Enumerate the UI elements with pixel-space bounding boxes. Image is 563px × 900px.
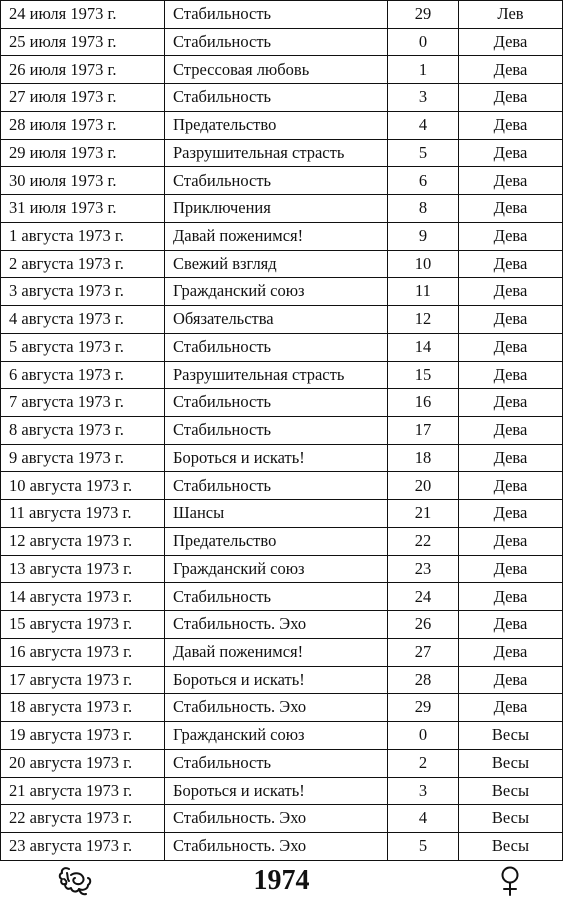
theme-cell: Стабильность bbox=[165, 389, 388, 417]
date-cell: 21 августа 1973 г. bbox=[1, 777, 165, 805]
sign-cell: Дева bbox=[459, 444, 563, 472]
day-cell: 8 bbox=[388, 195, 459, 223]
theme-cell: Разрушительная страсть bbox=[165, 139, 388, 167]
table-row bbox=[1, 306, 563, 334]
day-cell: 5 bbox=[388, 139, 459, 167]
date-cell: 27 июля 1973 г. bbox=[1, 84, 165, 112]
day-cell: 2 bbox=[388, 749, 459, 777]
table-row bbox=[1, 278, 563, 306]
sign-cell: Дева bbox=[459, 250, 563, 278]
sign-cell: Дева bbox=[459, 28, 563, 56]
table-row bbox=[1, 749, 563, 777]
table-row bbox=[1, 139, 563, 167]
sign-cell: Дева bbox=[459, 222, 563, 250]
table-row bbox=[1, 28, 563, 56]
page-footer bbox=[0, 861, 563, 900]
table-row bbox=[1, 555, 563, 583]
date-cell: 8 августа 1973 г. bbox=[1, 417, 165, 445]
table-row bbox=[1, 389, 563, 417]
theme-cell: Давай поженимся! bbox=[165, 222, 388, 250]
theme-cell: Стабильность. Эхо bbox=[165, 611, 388, 639]
theme-cell: Приключения bbox=[165, 195, 388, 223]
sign-cell: Дева bbox=[459, 555, 563, 583]
theme-cell: Стабильность bbox=[165, 417, 388, 445]
day-cell: 14 bbox=[388, 333, 459, 361]
sign-cell: Весы bbox=[459, 805, 563, 833]
table-row bbox=[1, 527, 563, 555]
table-row bbox=[1, 56, 563, 84]
sign-cell: Дева bbox=[459, 167, 563, 195]
theme-cell: Стабильность bbox=[165, 167, 388, 195]
day-cell: 0 bbox=[388, 28, 459, 56]
table-row bbox=[1, 611, 563, 639]
sign-cell: Дева bbox=[459, 417, 563, 445]
table-row bbox=[1, 638, 563, 666]
day-cell: 11 bbox=[388, 278, 459, 306]
day-cell: 4 bbox=[388, 805, 459, 833]
table-row bbox=[1, 694, 563, 722]
theme-cell: Стабильность. Эхо bbox=[165, 694, 388, 722]
day-cell: 22 bbox=[388, 527, 459, 555]
table-row bbox=[1, 583, 563, 611]
day-cell: 29 bbox=[388, 1, 459, 29]
date-cell: 2 августа 1973 г. bbox=[1, 250, 165, 278]
date-cell: 25 июля 1973 г. bbox=[1, 28, 165, 56]
theme-cell: Стабильность bbox=[165, 749, 388, 777]
day-cell: 21 bbox=[388, 500, 459, 528]
date-cell: 15 августа 1973 г. bbox=[1, 611, 165, 639]
sign-cell: Дева bbox=[459, 694, 563, 722]
table-row bbox=[1, 250, 563, 278]
day-cell: 24 bbox=[388, 583, 459, 611]
sign-cell: Дева bbox=[459, 638, 563, 666]
sign-cell: Дева bbox=[459, 389, 563, 417]
date-cell: 29 июля 1973 г. bbox=[1, 139, 165, 167]
sign-cell: Дева bbox=[459, 195, 563, 223]
table-row bbox=[1, 361, 563, 389]
sign-cell: Дева bbox=[459, 472, 563, 500]
table-row bbox=[1, 472, 563, 500]
date-cell: 14 августа 1973 г. bbox=[1, 583, 165, 611]
table-row bbox=[1, 84, 563, 112]
theme-cell: Бороться и искать! bbox=[165, 444, 388, 472]
date-cell: 18 августа 1973 г. bbox=[1, 694, 165, 722]
sign-cell: Лев bbox=[459, 1, 563, 29]
table-row bbox=[1, 722, 563, 750]
day-cell: 3 bbox=[388, 84, 459, 112]
sign-cell: Дева bbox=[459, 139, 563, 167]
day-cell: 1 bbox=[388, 56, 459, 84]
table-row bbox=[1, 666, 563, 694]
sign-cell: Дева bbox=[459, 500, 563, 528]
day-cell: 9 bbox=[388, 222, 459, 250]
theme-cell: Стрессовая любовь bbox=[165, 56, 388, 84]
sign-cell: Дева bbox=[459, 583, 563, 611]
day-cell: 16 bbox=[388, 389, 459, 417]
theme-cell: Бороться и искать! bbox=[165, 777, 388, 805]
date-cell: 13 августа 1973 г. bbox=[1, 555, 165, 583]
sign-cell: Весы bbox=[459, 722, 563, 750]
sign-cell: Весы bbox=[459, 833, 563, 861]
day-cell: 29 bbox=[388, 694, 459, 722]
table-row bbox=[1, 417, 563, 445]
theme-cell: Стабильность bbox=[165, 472, 388, 500]
date-cell: 9 августа 1973 г. bbox=[1, 444, 165, 472]
day-cell: 10 bbox=[388, 250, 459, 278]
sign-cell: Дева bbox=[459, 333, 563, 361]
date-cell: 16 августа 1973 г. bbox=[1, 638, 165, 666]
sign-cell: Дева bbox=[459, 361, 563, 389]
table-row bbox=[1, 833, 563, 861]
sign-cell: Весы bbox=[459, 749, 563, 777]
theme-cell: Шансы bbox=[165, 500, 388, 528]
theme-cell: Стабильность bbox=[165, 333, 388, 361]
date-cell: 23 августа 1973 г. bbox=[1, 833, 165, 861]
table-row bbox=[1, 167, 563, 195]
sign-cell: Дева bbox=[459, 84, 563, 112]
date-cell: 5 августа 1973 г. bbox=[1, 333, 165, 361]
year-label: 1974 bbox=[253, 865, 310, 896]
sign-cell: Дева bbox=[459, 111, 563, 139]
theme-cell: Обязательства bbox=[165, 306, 388, 334]
date-cell: 4 августа 1973 г. bbox=[1, 306, 165, 334]
sign-cell: Весы bbox=[459, 777, 563, 805]
table-body bbox=[1, 1, 563, 861]
day-cell: 6 bbox=[388, 167, 459, 195]
sign-cell: Дева bbox=[459, 611, 563, 639]
theme-cell: Предательство bbox=[165, 111, 388, 139]
date-cell: 1 августа 1973 г. bbox=[1, 222, 165, 250]
day-cell: 17 bbox=[388, 417, 459, 445]
theme-cell: Стабильность. Эхо bbox=[165, 833, 388, 861]
date-cell: 31 июля 1973 г. bbox=[1, 195, 165, 223]
date-cell: 30 июля 1973 г. bbox=[1, 167, 165, 195]
date-cell: 3 августа 1973 г. bbox=[1, 278, 165, 306]
theme-cell: Гражданский союз bbox=[165, 278, 388, 306]
theme-cell: Давай поженимся! bbox=[165, 638, 388, 666]
table-row bbox=[1, 111, 563, 139]
day-cell: 20 bbox=[388, 472, 459, 500]
sign-cell: Дева bbox=[459, 278, 563, 306]
sign-cell: Дева bbox=[459, 56, 563, 84]
date-cell: 6 августа 1973 г. bbox=[1, 361, 165, 389]
table-row bbox=[1, 444, 563, 472]
day-cell: 18 bbox=[388, 444, 459, 472]
date-cell: 26 июля 1973 г. bbox=[1, 56, 165, 84]
venus-icon bbox=[498, 865, 522, 897]
day-cell: 4 bbox=[388, 111, 459, 139]
theme-cell: Гражданский союз bbox=[165, 722, 388, 750]
date-cell: 17 августа 1973 г. bbox=[1, 666, 165, 694]
table-row bbox=[1, 777, 563, 805]
theme-cell: Свежий взгляд bbox=[165, 250, 388, 278]
theme-cell: Стабильность. Эхо bbox=[165, 805, 388, 833]
table-row bbox=[1, 222, 563, 250]
table-row bbox=[1, 805, 563, 833]
day-cell: 23 bbox=[388, 555, 459, 583]
day-cell: 12 bbox=[388, 306, 459, 334]
sign-cell: Дева bbox=[459, 666, 563, 694]
theme-cell: Стабильность bbox=[165, 1, 388, 29]
date-cell: 10 августа 1973 г. bbox=[1, 472, 165, 500]
theme-cell: Гражданский союз bbox=[165, 555, 388, 583]
theme-cell: Предательство bbox=[165, 527, 388, 555]
theme-cell: Разрушительная страсть bbox=[165, 361, 388, 389]
theme-cell: Стабильность bbox=[165, 84, 388, 112]
date-cell: 12 августа 1973 г. bbox=[1, 527, 165, 555]
date-cell: 24 июля 1973 г. bbox=[1, 1, 165, 29]
date-cell: 28 июля 1973 г. bbox=[1, 111, 165, 139]
date-cell: 11 августа 1973 г. bbox=[1, 500, 165, 528]
date-cell: 19 августа 1973 г. bbox=[1, 722, 165, 750]
day-cell: 0 bbox=[388, 722, 459, 750]
day-cell: 26 bbox=[388, 611, 459, 639]
day-cell: 28 bbox=[388, 666, 459, 694]
date-cell: 20 августа 1973 г. bbox=[1, 749, 165, 777]
sign-cell: Дева bbox=[459, 527, 563, 555]
day-cell: 15 bbox=[388, 361, 459, 389]
theme-cell: Стабильность bbox=[165, 28, 388, 56]
theme-cell: Стабильность bbox=[165, 583, 388, 611]
table-row bbox=[1, 1, 563, 29]
table-row bbox=[1, 195, 563, 223]
table-row bbox=[1, 333, 563, 361]
day-cell: 3 bbox=[388, 777, 459, 805]
sign-cell: Дева bbox=[459, 306, 563, 334]
theme-cell: Бороться и искать! bbox=[165, 666, 388, 694]
day-cell: 27 bbox=[388, 638, 459, 666]
day-cell: 5 bbox=[388, 833, 459, 861]
table-row bbox=[1, 500, 563, 528]
date-cell: 7 августа 1973 г. bbox=[1, 389, 165, 417]
date-cell: 22 августа 1973 г. bbox=[1, 805, 165, 833]
